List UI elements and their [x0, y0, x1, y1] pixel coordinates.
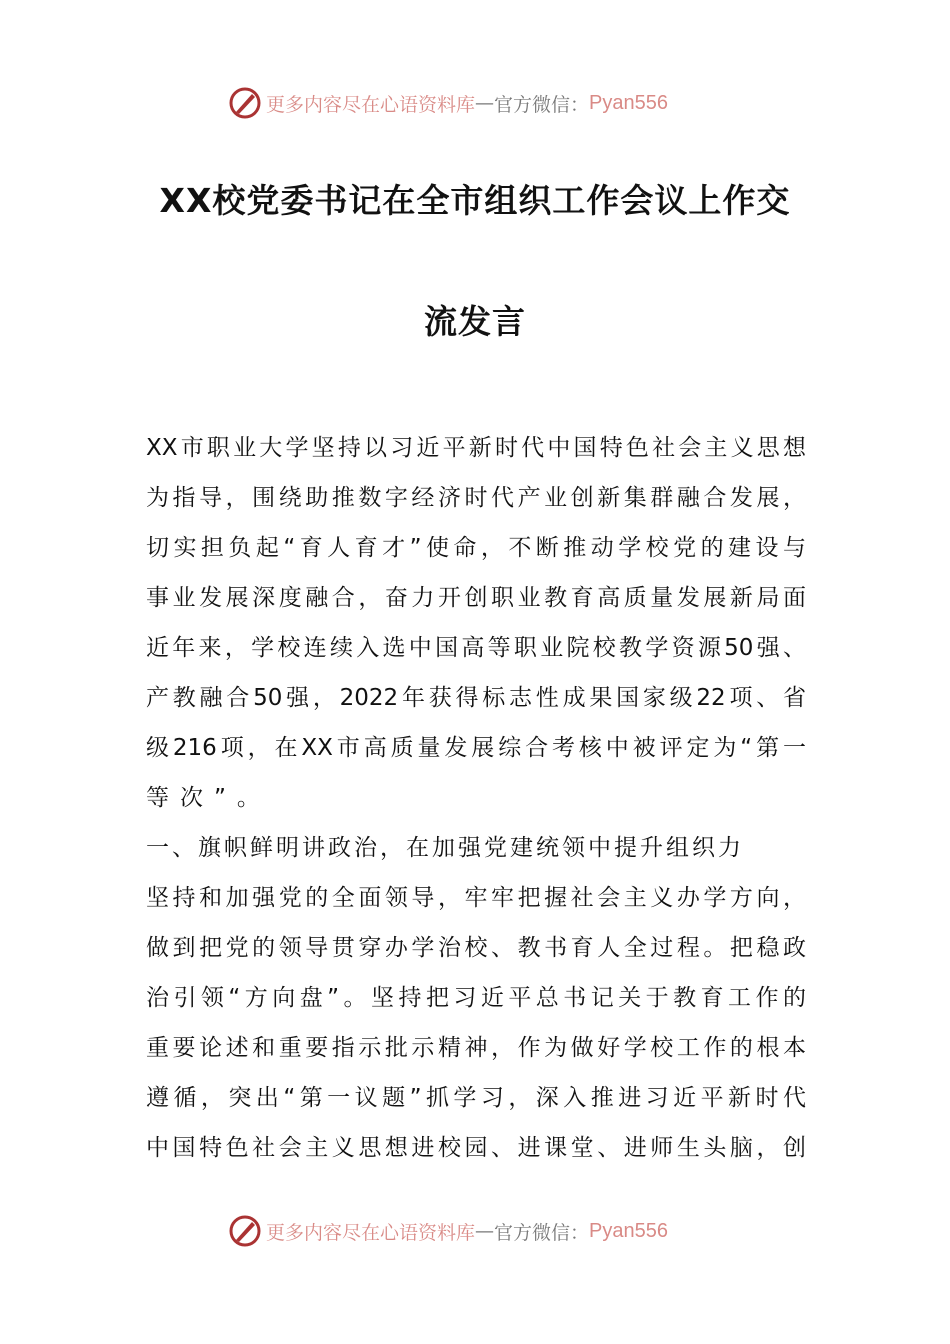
text-line: XX市职业大学坚持以习近平新时代中国特色社会主义思想 — [146, 435, 806, 461]
text-line: 治引领“方向盘”。坚持把习近平总书记关于教育工作的 — [146, 985, 806, 1011]
watermark-sep: — — [475, 1220, 495, 1242]
watermark-label: 官方微信： — [494, 1221, 590, 1244]
text-line: 近年来，学校连续入选中国高等职业院校教学资源50强、 — [146, 635, 806, 661]
text-line: 做到把党的领导贯穿办学治校、教书育人全过程。把稳政 — [146, 935, 806, 961]
text-line: 切实担负起“育人育才”使命，不断推动学校党的建设与 — [146, 535, 806, 561]
text-line: 为指导，围绕助推数字经济时代产业创新集群融合发展， — [146, 485, 806, 511]
watermark-sep: — — [475, 92, 495, 114]
doc-title-line1: XX校党委书记在全市组织工作会议上作交 — [159, 181, 791, 220]
watermark-id: Pyan556 — [589, 1219, 668, 1242]
watermark-id: Pyan556 — [589, 91, 668, 114]
text-line: 中国特色社会主义思想进校园、进课堂、进师生头脑，创 — [146, 1135, 806, 1161]
section-heading: 一、旗帜鲜明讲政治，在加强党建统领中提升组织力 — [146, 835, 744, 861]
text-line: 遵循，突出“第一议题”抓学习，深入推进习近平新时代 — [146, 1085, 806, 1111]
pen-logo-icon — [228, 1214, 262, 1248]
document-body — [146, 428, 806, 1178]
text-line: 坚持和加强党的全面领导，牢牢把握社会主义办学方向， — [146, 885, 806, 911]
watermark-brand: 更多内容尽在心语资料库 — [266, 1221, 476, 1244]
header-watermark — [228, 85, 718, 121]
doc-title-line2: 流发言 — [424, 302, 526, 341]
footer-watermark — [228, 1213, 718, 1249]
text-line: 重要论述和重要指示批示精神，作为做好学校工作的根本 — [146, 1035, 806, 1061]
watermark-brand: 更多内容尽在心语资料库 — [266, 93, 476, 116]
text-line: 事业发展深度融合，奋力开创职业教育高质量发展新局面 — [146, 585, 806, 611]
text-line: 产教融合50强，2022年获得标志性成果国家级22项、省 — [146, 685, 806, 711]
text-line: 等次”。 — [146, 785, 271, 811]
pen-logo-icon — [228, 86, 262, 120]
watermark-label: 官方微信： — [494, 93, 590, 116]
text-line: 级216项，在XX市高质量发展综合考核中被评定为“第一 — [146, 735, 806, 761]
